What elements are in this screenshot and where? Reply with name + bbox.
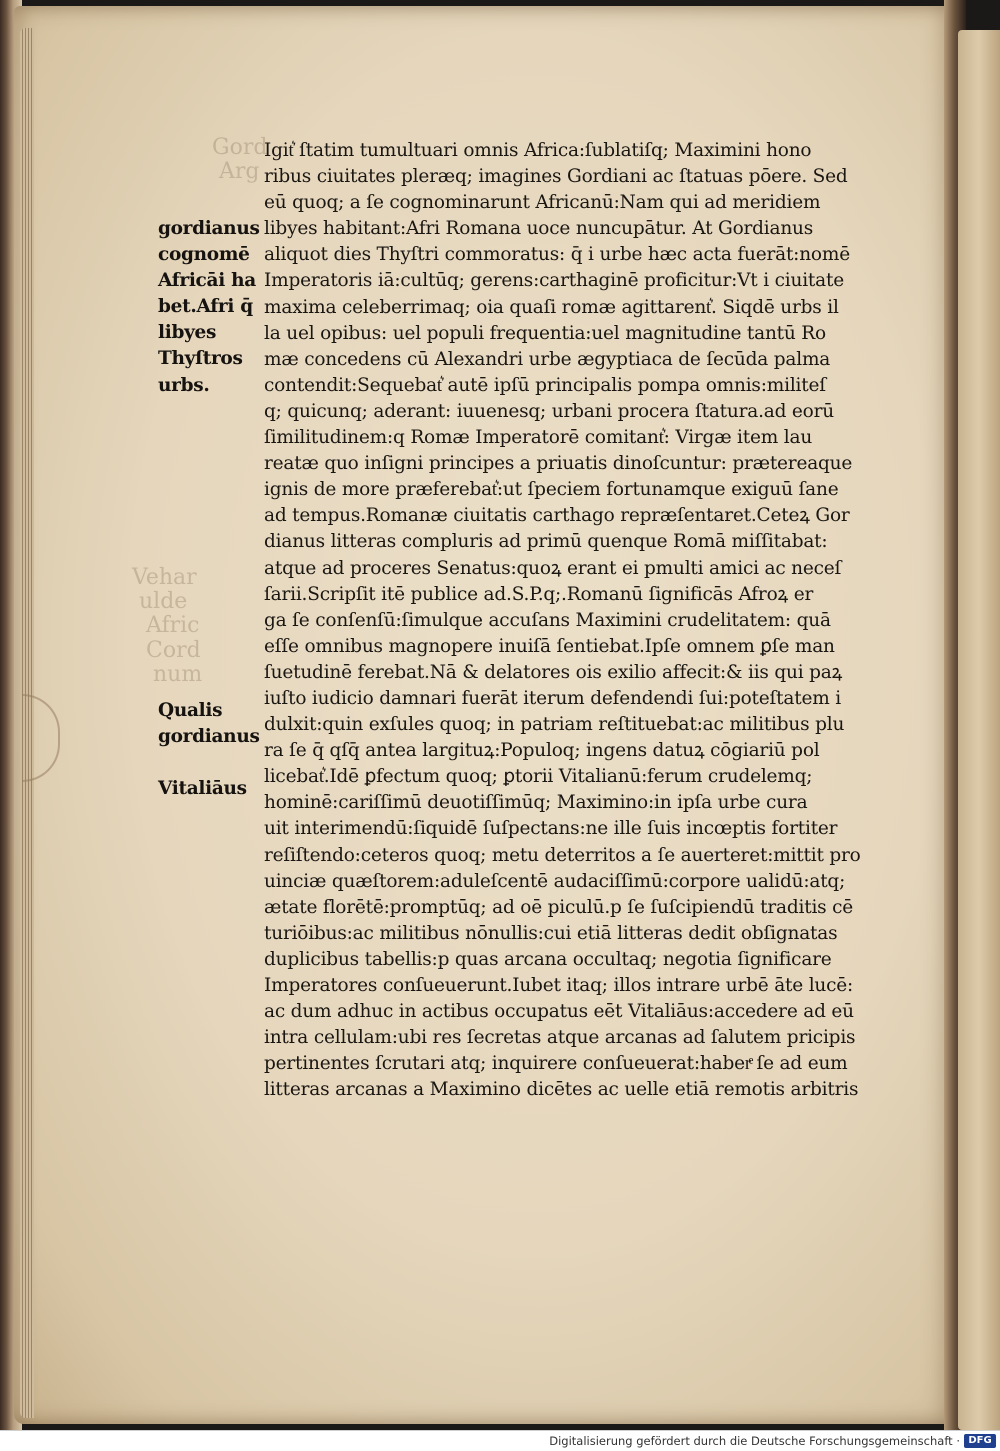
marginal-note-vitalianus [158, 776, 268, 802]
marginal-note-line: bet.Afri q̄ [158, 296, 253, 318]
text-line: ætate florētē:promptūq; ad oē piculū.p ſe ſuſcipiendū traditis cē [264, 896, 854, 918]
text-line: dulxit:quin exſules quoq; in patriam reſtituebat:ac militibus plu [264, 714, 845, 736]
text-line: atque ad proceres Senatus:quoꝝ erant ei pmulti amici ac neceſ [264, 557, 842, 579]
text-line: ga ſe conſenſū:ſimulque accuſans Maximini crudelitatem: quā [264, 609, 831, 631]
show-through-text: Vehar ulde Afric Cord num [132, 565, 203, 687]
text-line: ſuetudinē ferebat.Nā & delatores ois exilio affecit:& iis qui paꝝ [264, 661, 843, 683]
text-line: Imperatoris iā:cultūq; gerens:carthaginē proficitur:Vt i ciuitate [264, 270, 844, 292]
text-line: ribus ciuitates pleræq; imagines Gordiani ac ſtatuas pōere. Sed [264, 166, 848, 188]
text-line: intra cellulam:ubi res ſecretas atque arcanas ad ſalutem pricipis [264, 1027, 856, 1049]
text-line: duplicibus tabellis:p quas arcana occultaq; negotia ſignificare [264, 948, 832, 970]
text-line: iuſto iudicio damnari fuerāt iterum defendendi ſui:poteſtatem i [264, 687, 841, 709]
text-line: uit interimendū:ſiquidē ſuſpectans:ne ille ſuis incœptis fortiter [264, 818, 838, 840]
text-line: aliquot dies Thyſtri commoratus: q̄ i urbe hæc acta fuerāt:nomē [264, 244, 850, 266]
marginal-note-line: cognomē [158, 244, 250, 266]
marginal-note-line: Africāi ha [158, 270, 256, 292]
text-line: ſimilitudinem:q Romæ Imperatorē comitant͛: Virgæ item lau [264, 427, 813, 449]
text-line: uinciæ quæſtorem:aduleſcentē audaciſſimū:corpore ualidū:atq; [264, 870, 846, 892]
text-line: turiōibus:ac militibus nōnullis:cui etiā litteras dedit obſignatas [264, 922, 838, 944]
text-line: ad tempus.Romanæ ciuitatis carthago repræſentaret.Ceteꝝ Gor [264, 505, 850, 527]
text-line: ignis de more præferebat͛:ut ſpeciem fortunamque exiguū ſane [264, 479, 839, 501]
text-line: la uel opibus: uel populi frequentia:uel magnitudine tantū Ro [264, 322, 826, 344]
text-line: dianus litteras compluris ad primū quenque Romā miſſitabat: [264, 531, 828, 553]
text-line: ac dum adhuc in actibus occupatus eēt Vitaliāus:accedere ad eū [264, 1001, 854, 1023]
dfg-logo: DFG [964, 1434, 996, 1448]
text-line: pertinentes ſcrutari atq; inquirere conſueuerat:haberͤ ſe ad eum [264, 1053, 848, 1075]
marginal-note-gordianus-africanus [158, 216, 268, 399]
text-line: eſſe omnibus magnopere inuiſā ſentiebat.Ipſe omnem ꝑſe man [264, 635, 835, 657]
footer-funding-text: Digitalisierung gefördert durch die Deutsche Forschungsgemeinschaft · [549, 1434, 960, 1448]
text-line: Imperatores conſueuerunt.Iubet itaq; illos intrare urbē āte lucē: [264, 975, 854, 996]
main-text-block [264, 138, 884, 1103]
marginal-note-qualis-gordianus [158, 698, 268, 750]
text-line: q; quicunq; aderant: iuuenesq; urbani procera ſtatura.ad eorū [264, 400, 834, 422]
text-line: reſiſtendo:ceteros quoq; metu deterritos a ſe auerteret:mittit pro [264, 844, 861, 866]
footer-bar [0, 1430, 1000, 1451]
text-line: libyes habitant:Afri Romana uoce nuncupātur. At Gordianus [264, 218, 814, 240]
text-line: ra ſe q̄ qſq̄ antea largituꝝ:Populoq; ingens datuꝝ cōgiariū pol [264, 740, 820, 762]
marginal-note-line: libyes [158, 322, 217, 344]
marginal-note-line: urbs. [158, 374, 210, 396]
text-line: hominē:cariſſimū deuotiſſimūq; Maximino:in ipſa urbe cura [264, 792, 808, 814]
text-line: licebat͛.Idē ꝑfectum quoq; ꝑtorii Vitalianū:ferum crudelemq; [264, 766, 813, 788]
facing-page-edge [958, 30, 1000, 1430]
marginal-note-line: gordianus [158, 218, 260, 239]
text-line: mæ concedens cū Alexandri urbe ægyptiaca de ſecūda palma [264, 348, 831, 370]
marginal-note-line: gordianus [158, 726, 260, 748]
marginal-note-line: Vitaliāus [158, 778, 247, 799]
text-line: reatæ quo inſigni principes a priuatis dinoſcuntur: prætereaque [264, 453, 853, 475]
text-line: eū quoq; a ſe cognominarunt Africanū:Nam qui ad meridiem [264, 192, 821, 214]
text-line: contendit:Sequebat͛ autē ipſū principalis pompa omnis:militeſ [264, 374, 826, 396]
text-line: ſarii.Scripſit itē publice ad.S.P.q;.Romanū ſignificās Afroꝝ er [264, 583, 814, 605]
text-line: maxima celeberrimaq; oia quaſi romæ agittarent͛. Siqdē urbs il [264, 296, 839, 318]
marginal-note-line: Qualis [158, 700, 223, 721]
marginal-note-line: Thyſtros [158, 348, 243, 370]
text-line: litteras arcanas a Maximino dicētes ac uelle etiā remotis arbitris [264, 1079, 859, 1101]
text-line: Igit͛ ſtatim tumultuari omnis Africa:ſublatiſq; Maximini hono [264, 140, 812, 161]
show-through-text-top: Gord Arg [212, 135, 268, 185]
page-clasp-mark [22, 694, 60, 782]
